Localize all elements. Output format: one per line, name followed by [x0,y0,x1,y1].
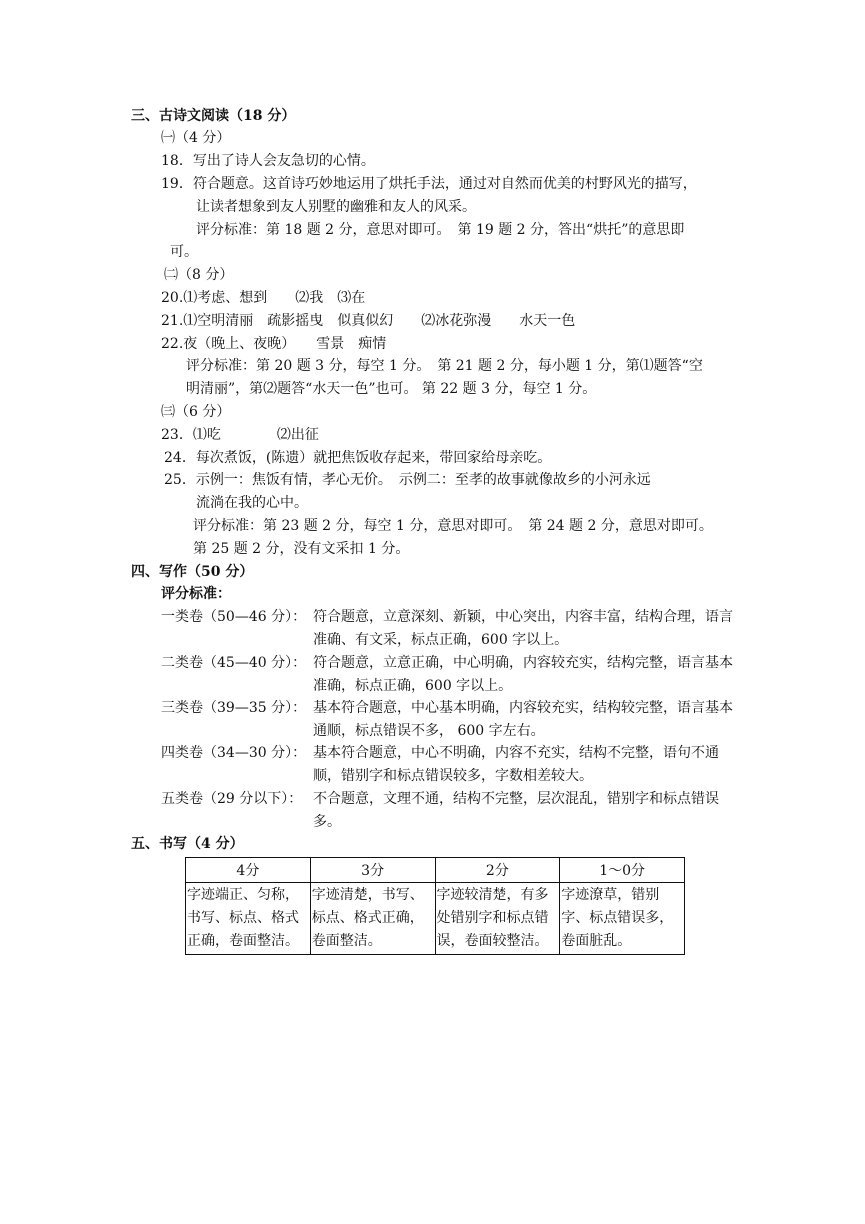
table-header-row [186,858,685,883]
table-header-cell: 4分 [186,858,311,883]
table-cell: 字迹端正、匀称，书写、标点、格式正确，卷面整洁。 [186,883,311,955]
answer-22: 22.夜（晚上、夜晚） 雪景 痴情 [161,336,387,352]
table-header-cell: 2分 [435,858,560,883]
section-5-title: 五、书写（4 分） [131,836,244,852]
scoring-1-line2: 可。 [170,244,198,260]
table-cell: 字迹较清楚，有多处错别字和标点错误，卷面较整洁。 [435,883,560,955]
section-4-title: 四、写作（50 分） [131,564,254,580]
grade-label: 一类卷（50—46 分）： [161,609,307,625]
grade-description: 符合题意，立意正确，中心明确，内容较充实，结构完整，语言基本准确，标点正确，600 字以上。 [313,655,733,694]
table-cell: 字迹潦草，错别字、标点错误多，卷面脏乱。 [560,883,685,955]
table-cell: 字迹清楚，书写、标点、格式正确，卷面整洁。 [310,883,435,955]
answer-25-line2: 流淌在我的心中。 [196,495,308,511]
grade-label: 三类卷（39—35 分）： [161,700,307,716]
answer-21: 21.⑴空明清丽 疏影摇曳 似真似幻 ⑵冰花弥漫 水天一色 [161,313,576,329]
part-1-heading: ㈠（4 分） [161,130,231,146]
scoring-3-line2: 第 25 题 2 分，没有文采扣 1 分。 [193,541,410,557]
answer-19-line2: 让读者想象到友人别墅的幽雅和友人的风采。 [196,199,476,215]
table-row [186,883,685,955]
answer-25-line1: 25．示例一：焦饭有情，孝心无价。 示例二：至孝的故事就像故乡的小河永远 [164,472,651,488]
grade-label: 四类卷（34—30 分）： [161,745,307,761]
answer-19-line1: 19．符合题意。这首诗巧妙地运用了烘托手法，通过对自然而优美的村野风光的描写， [161,176,697,192]
grade-label: 五类卷（29 分以下）： [161,791,303,807]
grade-label: 二类卷（45—40 分）： [161,655,307,671]
answer-18: 18．写出了诗人会友急切的心情。 [161,153,375,169]
scoring-2-line2: 明清丽”，第⑵题答“水天一色”也可。 第 22 题 3 分，每空 1 分。 [186,381,597,397]
scoring-2-line1: 评分标准：第 20 题 3 分，每空 1 分。 第 21 题 2 分，每小题 1 分，第⑴题答“空 [186,358,703,374]
grade-description: 不合题意，文理不通，结构不完整，层次混乱，错别字和标点错误多。 [313,791,719,830]
grade-description: 基本符合题意，中心基本明确，内容较充实，结构较完整，语言基本通顺，标点错误不多， 600 字左右。 [313,700,733,739]
scoring-1-line1: 评分标准：第 18 题 2 分，意思对即可。 第 19 题 2 分，答出“烘托”的意思即 [196,222,685,238]
part-3-heading: ㈢（6 分） [161,404,231,420]
part-2-heading: ㈡（8 分） [164,267,234,283]
grade-description: 基本符合题意，中心不明确，内容不充实，结构不完整，语句不通顺，错别字和标点错误较多，字数相差较大。 [313,745,719,784]
scoring-3-line1: 评分标准：第 23 题 2 分，每空 1 分，意思对即可。 第 24 题 2 分，意思对即可。 [193,518,713,534]
section-3-title: 三、古诗文阅读（18 分） [131,108,296,124]
answer-23: 23．⑴吃 ⑵出征 [161,427,319,443]
table-header-cell: 3分 [310,858,435,883]
handwriting-score-table [185,857,685,955]
grade-description: 符合题意，立意深刻、新颖，中心突出，内容丰富，结构合理，语言准确、有文采，标点正确，600 字以上。 [313,609,733,648]
scoring-standard-heading: 评分标准： [161,586,231,602]
table-header-cell: 1～0分 [560,858,685,883]
answer-24: 24．每次煮饭，(陈遗）就把焦饭收存起来，带回家给母亲吃。 [164,450,552,466]
answer-20: 20.⑴考虑、想到 ⑵我 ⑶在 [161,290,366,306]
